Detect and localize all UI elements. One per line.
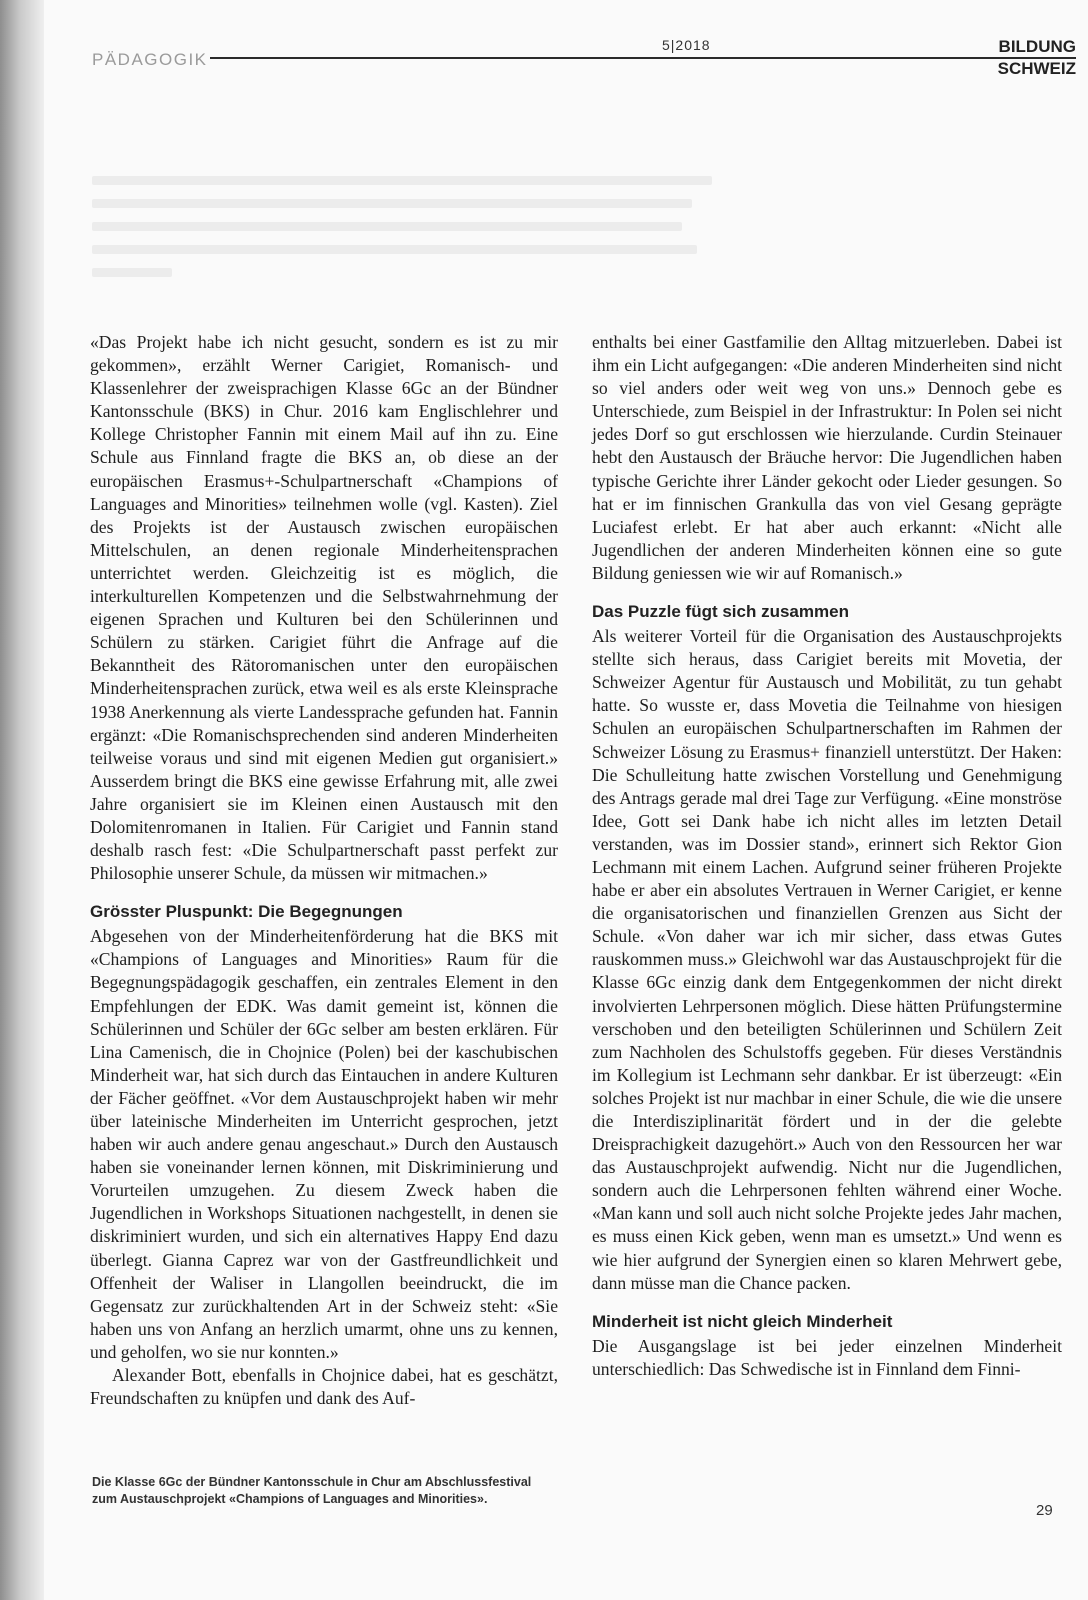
caption-line-2: zum Austauschprojekt «Champions of Languages and Minorities». (92, 1492, 488, 1506)
magazine-brand (998, 36, 1076, 80)
article-column-left (90, 331, 558, 1410)
page-binding-shadow (0, 0, 44, 1600)
issue-number: 5|2018 (662, 37, 711, 53)
show-through-line (92, 176, 712, 185)
show-through-line (92, 268, 172, 277)
article-paragraph: Abgesehen von der Minderheitenförderung hat die BKS mit «Champions of Languages and Minorities» Raum für die Begegnungspädagogik geschaffen, ein zentrales Element in den Empfehlungen der EDK. Was damit gemeint ist, können die Schülerinnen und Schüler der 6Gc selber am besten erklären. Für Lina Camenisch, die in Chojnice (Polen) bei der kaschubischen Minderheit war, hat sich durch das Eintauchen in andere Kulturen der Fächer geöffnet. «Vor dem Austauschprojekt haben wir mehr über lateinische Minderheiten im Unterricht gesprochen, jetzt haben wir auch andere genau angeschaut.» Durch den Austausch haben sie voneinander lernen können, mit Diskriminierung und Vorurteilen umzugehen. Zu diesem Zweck haben die Jugendlichen in Workshops Situationen nachgestellt, in denen sie diskriminiert wurden, und sich ein alternatives Happy End dazu überlegt. Gianna Caprez war von der Gastfreundlichkeit und Offenheit der Waliser in Llangollen beeindruckt, die im Gegensatz zur zurückhaltenden Art in der Schweiz steht: «Sie haben uns von Anfang an herzlich umarmt, ohne uns zu kennen, und geholfen, wo sie nur konnten.» (90, 926, 558, 1362)
show-through-line (92, 199, 692, 208)
page-number: 29 (1036, 1502, 1053, 1519)
brand-line-2: SCHWEIZ (997, 59, 1076, 78)
article-paragraph: enthalts bei einer Gastfamilie den Alltag mitzuerleben. Dabei ist ihm ein Licht aufgegangen: «Die anderen Minderheiten sind nicht so viel anders oder weit weg von uns.» Dennoch gebe es Unterschiede, zum Beispiel in der Infrastruktur: In Polen sei nicht jedes Dorf so gut erschlossen wie hierzulande. Curdin Steinauer hebt den Austausch der Bräuche hervor: Die Jugendlichen haben typische Gerichte ihrer Länder gekocht oder Lieder gesungen. So hat er im finnischen Grankulla das von viel Gesang geprägte Luciafest erlebt. Er hat aber auch erkannt: «Nicht alle Jugendlichen der anderen Minderheiten können eine so gute Bildung geniessen wie wir auf Romanisch.» (592, 332, 1062, 583)
caption-line-1: Die Klasse 6Gc der Bündner Kantonsschule in Chur am Abschlussfestival (92, 1475, 532, 1489)
section-label: PÄDAGOGIK (92, 50, 208, 69)
article-column-right (592, 331, 1062, 1381)
brand-line-1: BILDUNG (998, 37, 1076, 56)
show-through-line (92, 222, 682, 231)
article-paragraph: Die Ausgangslage ist bei jeder einzelnen Minderheit unterschiedlich: Das Schwedische ist in Finnland dem Finni- (592, 1335, 1062, 1379)
header-rule (210, 57, 1076, 59)
photo-caption (92, 1474, 592, 1508)
article-paragraph: Als weiterer Vorteil für die Organisation des Austauschprojekts stellte sich heraus, dass Carigiet bereits mit Movetia, der Schweizer Agentur für Austausch und Mobilität, zu tun gehabt hatte. So wusste er, dass Movetia die Teilnahme von hiesigen Schulen an europäischen Schulpartnerschaften im Rahmen der Schweizer Lösung zu Erasmus+ finanziell unterstützt. Der Haken: Die Schulleitung hatte zwischen Vorstellung und Genehmigung des Antrags gerade mal drei Tage zur Verfügung. «Eine monströse Idee, Gott sei Dank habe ich nicht alles im letzten Detail verstanden, was im Dossier stand», erinnert sich Rektor Gion Lechmann mit einem Lachen. Aufgrund seiner früheren Projekte habe er aber ein absolutes Vertrauen in Werner Carigiet, er kenne die organisatorischen und finanziellen Grenzen aus Sicht der Schule. «Von daher war ich mir sicher, dass etwas Gutes rauskommen muss.» Gleichwohl war das Austauschprojekt für die Klasse 6Gc einzig dank dem Entgegenkommen der nicht direkt involvierten Lehrpersonen möglich. Diese hätten Prüfungstermine verschoben und den beteiligten Schülerinnen und Schülern Zeit zum Nachholen des Schulstoffs gegeben. Für dieses Verständnis im Kollegium ist Lechmann sehr dankbar. Er ist überzeugt: «Ein solches Projekt ist nur machbar in einer Schule, die wie die unsere die Interdisziplinarität fördert und in der die gelebte Dreisprachigkeit dazugehört.» Auch von den Ressourcen her war das Austauschprojekt aufwendig. Nicht nur die Jugendlichen, sondern auch die Lehrpersonen fehlten während einer Woche. «Man kann und soll auch nicht solche Projekte jedes Jahr machen, es muss einen Kick geben, wenn man es umsetzt.» Und wenn es wie hier aufgrund der Synergien einen so klaren Mehrwert gebe, dann müsse man die Chance packen. (592, 626, 1062, 1293)
subheading: Minderheit ist nicht gleich Minderheit (592, 1311, 893, 1331)
show-through-line (92, 245, 697, 254)
article-paragraph: Alexander Bott, ebenfalls in Chojnice dabei, hat es geschätzt, Freundschaften zu knüpfen und dank des Auf- (90, 1365, 558, 1409)
page-header (92, 34, 1082, 84)
subheading: Grösster Pluspunkt: Die Begegnungen (90, 902, 403, 922)
subheading: Das Puzzle fügt sich zusammen (592, 602, 849, 622)
show-through-lead (92, 176, 742, 286)
article-paragraph: «Das Projekt habe ich nicht gesucht, sondern es ist zu mir gekommen», erzählt Werner Carigiet, Romanisch- und Klassenlehrer der zweisprachigen Klasse 6Gc an der Bündner Kantonsschule (BKS) in Chur. 2016 kam Englischlehrer und Kollege Christopher Fannin mit einem Mail auf ihn zu. Eine Schule aus Finnland fragte die BKS an, ob diese an der europäischen Erasmus+-Schulpartnerschaft «Champions of Languages and Minorities» teilnehmen wolle (vgl. Kasten). Ziel des Projekts ist der Austausch zwischen europäischen Mittelschulen, an denen regionale Minderheitensprachen unterrichtet werden. Gleichzeitig ist es möglich, die interkulturellen Kompetenzen und die Selbstwahrnehmung der eigenen Sprachen und Kulturen bei den Schülerinnen und Schülern zu stärken. Carigiet führt die Anfrage auf die Bekanntheit des Rätoromanischen unter den europäischen Minderheitensprachen zurück, etwa weil es als erste Kleinsprache 1938 Anerkennung als vierte Landessprache gefunden hat. Fannin ergänzt: «Die Romanischsprechenden sind anderen Minderheiten teilweise voraus und sind mit eigenen Medien gut organisiert.» Ausserdem bringt die BKS eine gewisse Erfahrung mit, alle zwei Jahre organisiert sie im Kleinen einen Austausch mit den Dolomitenromanen in Italien. Für Carigiet und Fannin stand deshalb rasch fest: «Die Schulpartnerschaft passt perfekt zur Philosophie unserer Schule, da müssen wir mitmachen.» (90, 332, 558, 884)
